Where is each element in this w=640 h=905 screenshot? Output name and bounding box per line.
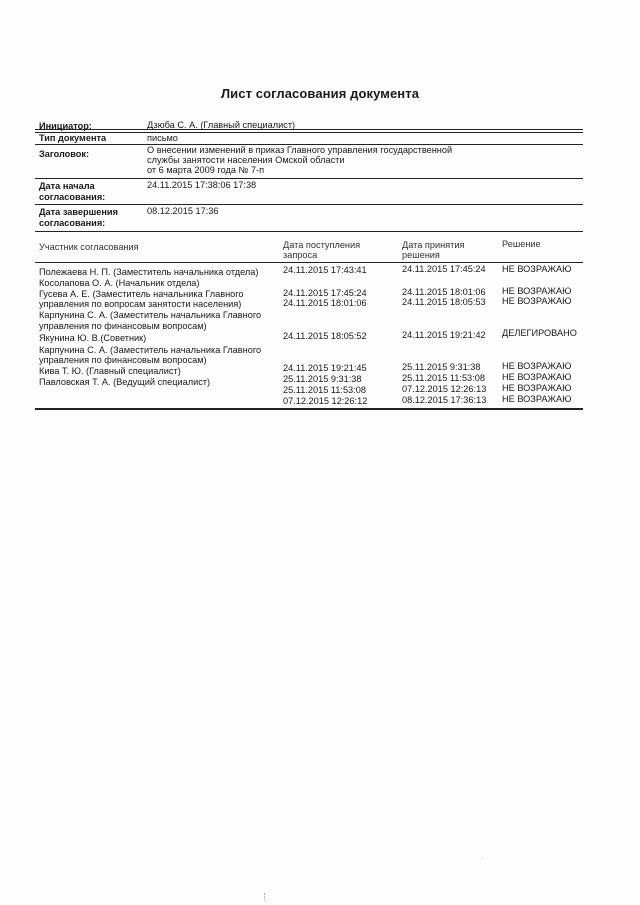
request-date: 25.11.2015 11:53:08 [283, 385, 366, 395]
request-date: 24.11.2015 18:05:52 [283, 331, 367, 341]
decision-date: 24.11.2015 18:05:53 [402, 297, 486, 307]
start-date-label-2: согласования: [39, 192, 106, 202]
participant-name: Карпунина С. А. (Заместитель начальника Главного [39, 310, 262, 320]
decision-date: 25.11.2015 9:31:38 [402, 362, 481, 372]
scan-speck [264, 893, 267, 901]
header-decision-line-2: решения [402, 250, 440, 260]
initiator-label: Инициатор: [39, 121, 92, 131]
meta-row-start-date [35, 178, 583, 205]
decision-date: 24.11.2015 17:45:24 [402, 264, 486, 274]
decision-result: НЕ ВОЗРАЖАЮ [502, 394, 572, 404]
request-date: 24.11.2015 17:45:24 [283, 288, 367, 298]
decision-result: НЕ ВОЗРАЖАЮ [502, 383, 572, 393]
header-request-line-1: Дата поступления [283, 240, 361, 250]
decision-result: ДЕЛЕГИРОВАНО [502, 328, 577, 338]
request-date: 07.12.2015 12:26:12 [283, 396, 368, 406]
participant-name: Полежаева Н. П. (Заместитель начальника отдела) [39, 267, 259, 277]
heading-line-3: от 6 марта 2009 года № 7-п [147, 165, 265, 175]
header-decision-line-1: Дата принятия [402, 240, 465, 250]
participant-name: Павловская Т. А. (Ведущий специалист) [39, 377, 211, 387]
initiator-value: Дзюба С. А. (Главный специалист) [147, 120, 296, 130]
meta-row-end-date [35, 204, 583, 232]
decision-result: НЕ ВОЗРАЖАЮ [502, 286, 572, 296]
document-title: Лист согласования документа [220, 86, 420, 101]
decision-date: 08.12.2015 17:36:13 [402, 395, 487, 405]
decision-result: НЕ ВОЗРАЖАЮ [502, 372, 572, 382]
header-request-line-2: запроса [283, 250, 318, 260]
decision-date: 24.11.2015 18:01:06 [402, 287, 486, 297]
participant-name: управления по финансовым вопросам) [39, 355, 207, 365]
heading-label: Заголовок: [39, 149, 90, 159]
participant-name: Якунина Ю. В.(Советник) [39, 333, 147, 343]
decision-date: 24.11.2015 19:21:42 [402, 330, 486, 340]
start-date-value: 24.11.2015 17:38:06 17:38 [147, 180, 257, 190]
participant-name: Косолапова О. А. (Начальник отдела) [39, 278, 200, 288]
heading-line-2: службы занятости населения Омской области [147, 155, 345, 165]
header-divider [35, 262, 583, 263]
header-result: Решение [502, 239, 541, 249]
header-participant: Участник согласования [39, 242, 139, 252]
participant-name: Карпунина С. А. (Заместитель начальника Главного [39, 345, 262, 355]
meta-row-heading [35, 144, 583, 179]
participant-name: управления по финансовым вопросам) [39, 321, 207, 331]
decision-date: 25.11.2015 11:53:08 [402, 373, 485, 383]
start-date-label-1: Дата начала [39, 181, 95, 191]
decision-date: 07.12.2015 12:26:13 [402, 384, 487, 394]
request-date: 24.11.2015 17:43:41 [283, 265, 367, 275]
divider [35, 129, 583, 130]
request-date: 25.11.2015 9:31:38 [283, 374, 362, 384]
heading-line-1: О внесении изменений в приказ Главного управления государственной [147, 145, 453, 155]
decision-result: НЕ ВОЗРАЖАЮ [502, 296, 572, 306]
request-date: 24.11.2015 19:21:45 [283, 363, 367, 373]
end-date-label-1: Дата завершения [39, 207, 118, 217]
participant-name: управления по вопросам занятости населения) [39, 299, 242, 309]
doctype-value: письмо [147, 133, 178, 143]
participant-name: Кива Т. Ю. (Главный специалист) [39, 366, 181, 376]
participant-name: Гусева А. Е. (Заместитель начальника Главного [39, 289, 244, 299]
request-date: 24.11.2015 18:01:06 [283, 298, 367, 308]
doctype-label: Тип документа [39, 133, 107, 143]
end-date-value: 08.12.2015 17:36 [147, 206, 219, 216]
end-date-label-2: согласования: [39, 218, 106, 228]
decision-result: НЕ ВОЗРАЖАЮ [502, 361, 572, 371]
decision-result: НЕ ВОЗРАЖАЮ [502, 264, 572, 274]
scan-speck [482, 858, 483, 859]
table-bottom-rule [35, 408, 583, 410]
